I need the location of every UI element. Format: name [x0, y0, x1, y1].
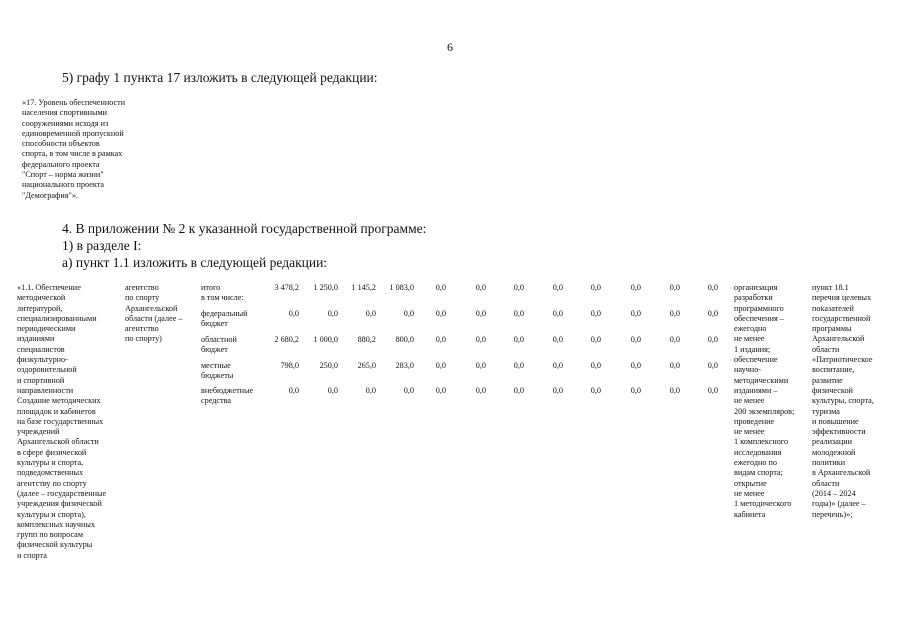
funding-value-cell: 0,0 [552, 361, 563, 370]
funding-value-cell: 0,0 [630, 309, 641, 318]
funding-value-cell: 0,0 [707, 386, 718, 395]
quote-item-17: «17. Уровень обеспеченности населения спортивными сооружениями исходя из единовременной пропускной способности объектов спорта, в том числе в рамках федерального проекта "Спорт – норма жизни" национального проекта "Демография"». [22, 98, 126, 200]
funding-value-cell: 3 478,2 [274, 283, 299, 292]
funding-value-cell: 0,0 [552, 283, 563, 292]
funding-value-cell: 0,0 [435, 309, 446, 318]
funding-value-cell: 0,0 [513, 361, 524, 370]
funding-value-cell: 0,0 [435, 283, 446, 292]
funding-value-cell: 1 083,0 [389, 283, 414, 292]
funding-value-cell: 283,0 [395, 361, 414, 370]
funding-value-cell: 880,2 [357, 335, 376, 344]
funding-value-cell: 0,0 [630, 283, 641, 292]
funding-value-cell: 0,0 [513, 335, 524, 344]
funding-value-cell: 0,0 [630, 335, 641, 344]
funding-source-label: внебюджетные средства [201, 386, 254, 406]
funding-value-cell: 0,0 [707, 309, 718, 318]
table-col-executor: агентство по спорту Архангельской области (далее – агентство по спорту) [125, 283, 183, 344]
funding-value-cell: 0,0 [435, 386, 446, 395]
funding-value-cell: 1 000,0 [313, 335, 338, 344]
table-col-indicator-link: пункт 18.1 перечня целевых показателей государственной программы Архангельской области «Патриотическое воспитание, развитие физической культуры, спорта, туризма и повышение эффективности реализации молодежной политики в Архангельской области (2014 – 2024 годы)» (далее – перечень)»; [812, 283, 874, 519]
funding-value-cell: 1 250,0 [313, 283, 338, 292]
funding-value-cell: 0,0 [669, 309, 680, 318]
funding-value-cell: 0,0 [365, 386, 376, 395]
funding-value-cell: 0,0 [513, 283, 524, 292]
funding-value-cell: 0,0 [475, 335, 486, 344]
page-number: 6 [447, 40, 453, 54]
funding-value-cell: 2 680,2 [274, 335, 299, 344]
funding-value-cell: 265,0 [357, 361, 376, 370]
funding-value-cell: 800,0 [395, 335, 414, 344]
funding-value-cell: 0,0 [630, 361, 641, 370]
funding-value-cell: 0,0 [288, 309, 299, 318]
funding-value-cell: 0,0 [327, 386, 338, 395]
funding-source-label: федеральный бюджет [201, 309, 248, 329]
funding-value-cell: 0,0 [327, 309, 338, 318]
funding-value-cell: 0,0 [707, 361, 718, 370]
funding-value-cell: 0,0 [475, 361, 486, 370]
funding-value-cell: 0,0 [403, 309, 414, 318]
funding-value-cell: 0,0 [669, 361, 680, 370]
funding-value-cell: 0,0 [707, 335, 718, 344]
funding-value-cell: 0,0 [590, 309, 601, 318]
funding-value-cell: 0,0 [669, 386, 680, 395]
funding-value-cell: 0,0 [513, 309, 524, 318]
table-col-result: организация разработки программного обеспечения – ежегодно не менее 1 издания; обеспечение научно- методическими изданиями – не менее 200 экземпляров; проведение не менее 1 комплексного исследования ежегодно по видам спорта; открытие не менее 1 методического кабинета [734, 283, 795, 519]
funding-value-cell: 0,0 [475, 283, 486, 292]
funding-value-cell: 0,0 [590, 335, 601, 344]
funding-value-cell: 0,0 [365, 309, 376, 318]
funding-value-cell: 0,0 [552, 386, 563, 395]
item-4-1a-heading: а) пункт 1.1 изложить в следующей редакции: [62, 255, 328, 270]
funding-value-cell: 0,0 [590, 386, 601, 395]
funding-value-cell: 0,0 [435, 335, 446, 344]
funding-source-label: областной бюджет [201, 335, 237, 355]
funding-value-cell: 0,0 [403, 386, 414, 395]
funding-source-label: местные бюджеты [201, 361, 234, 381]
item-5-heading: 5) графу 1 пункта 17 изложить в следующей редакции: [62, 70, 378, 85]
funding-value-cell: 0,0 [590, 283, 601, 292]
funding-value-cell: 0,0 [552, 335, 563, 344]
item-4-heading: 4. В приложении № 2 к указанной государственной программе: [62, 221, 427, 236]
funding-value-cell: 0,0 [590, 361, 601, 370]
funding-source-label: итого в том числе: [201, 283, 244, 303]
funding-value-cell: 0,0 [669, 283, 680, 292]
funding-value-cell: 250,0 [319, 361, 338, 370]
funding-value-cell: 798,0 [280, 361, 299, 370]
item-4-1-heading: 1) в разделе I: [62, 238, 142, 253]
funding-value-cell: 0,0 [435, 361, 446, 370]
funding-value-cell: 0,0 [513, 386, 524, 395]
funding-value-cell: 0,0 [630, 386, 641, 395]
funding-value-cell: 0,0 [288, 386, 299, 395]
funding-value-cell: 0,0 [669, 335, 680, 344]
funding-value-cell: 0,0 [475, 309, 486, 318]
table-col-event: «1.1. Обеспечение методической литературой, специализированными периодическими изданиями специалистов физкультурно- оздоровительной и спортивной направленности Создание методических площадок и кабинетов на базе государственных учреждений Архангельской области в сфере физической культуры и спорта, подведомственных агентству по спорту (далее – государственные учреждения физической культуры и спорта), комплексных научных групп по вопросам физической культуры и спорта [17, 283, 107, 560]
funding-value-cell: 0,0 [475, 386, 486, 395]
funding-value-cell: 0,0 [707, 283, 718, 292]
funding-value-cell: 1 145,2 [351, 283, 376, 292]
funding-value-cell: 0,0 [552, 309, 563, 318]
